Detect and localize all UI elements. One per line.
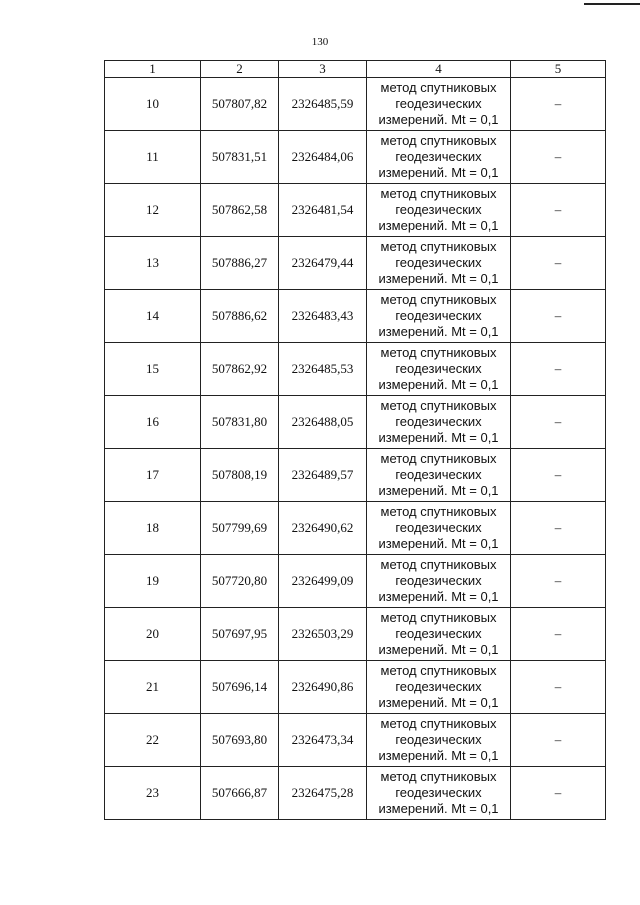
method-line-2: геодезических	[395, 520, 482, 535]
table-row	[105, 608, 606, 661]
method-description	[367, 714, 511, 767]
method-line-3: измерений. Mt = 0,1	[378, 218, 499, 233]
table-row	[105, 343, 606, 396]
method-description	[367, 131, 511, 184]
y-coordinate: 2326475,28	[279, 767, 367, 820]
method-description	[367, 396, 511, 449]
y-coordinate: 2326490,62	[279, 502, 367, 555]
method-line-1: метод спутниковых	[380, 133, 497, 148]
x-coordinate: 507799,69	[201, 502, 279, 555]
point-number: 15	[105, 343, 201, 396]
method-line-2: геодезических	[395, 732, 482, 747]
method-line-2: геодезических	[395, 573, 482, 588]
x-coordinate: 507831,51	[201, 131, 279, 184]
page-number: 130	[311, 36, 329, 48]
method-line-3: измерений. Mt = 0,1	[378, 536, 499, 551]
point-number: 10	[105, 78, 201, 131]
method-line-1: метод спутниковых	[380, 557, 497, 572]
table-row	[105, 502, 606, 555]
column-5-value: –	[511, 661, 606, 714]
column-5-value: –	[511, 449, 606, 502]
method-description	[367, 184, 511, 237]
header-col-4: 4	[367, 61, 511, 78]
point-number: 13	[105, 237, 201, 290]
method-description	[367, 608, 511, 661]
table-row	[105, 396, 606, 449]
x-coordinate: 507862,92	[201, 343, 279, 396]
method-line-2: геодезических	[395, 255, 482, 270]
y-coordinate: 2326499,09	[279, 555, 367, 608]
x-coordinate: 507862,58	[201, 184, 279, 237]
method-line-1: метод спутниковых	[380, 504, 497, 519]
header-col-1: 1	[105, 61, 201, 78]
table-row	[105, 714, 606, 767]
column-5-value: –	[511, 78, 606, 131]
method-line-3: измерений. Mt = 0,1	[378, 748, 499, 763]
method-line-2: геодезических	[395, 785, 482, 800]
top-rule	[584, 3, 640, 5]
table-row	[105, 237, 606, 290]
x-coordinate: 507808,19	[201, 449, 279, 502]
point-number: 21	[105, 661, 201, 714]
y-coordinate: 2326490,86	[279, 661, 367, 714]
method-line-2: геодезических	[395, 149, 482, 164]
method-line-2: геодезических	[395, 308, 482, 323]
x-coordinate: 507666,87	[201, 767, 279, 820]
x-coordinate: 507693,80	[201, 714, 279, 767]
column-5-value: –	[511, 502, 606, 555]
point-number: 12	[105, 184, 201, 237]
x-coordinate: 507831,80	[201, 396, 279, 449]
method-description	[367, 661, 511, 714]
column-5-value: –	[511, 608, 606, 661]
x-coordinate: 507720,80	[201, 555, 279, 608]
point-number: 18	[105, 502, 201, 555]
column-5-value: –	[511, 714, 606, 767]
point-number: 19	[105, 555, 201, 608]
method-description	[367, 343, 511, 396]
method-line-2: геодезических	[395, 96, 482, 111]
x-coordinate: 507886,62	[201, 290, 279, 343]
method-line-1: метод спутниковых	[380, 186, 497, 201]
method-line-3: измерений. Mt = 0,1	[378, 165, 499, 180]
method-line-1: метод спутниковых	[380, 663, 497, 678]
table-row	[105, 661, 606, 714]
method-line-2: геодезических	[395, 679, 482, 694]
method-line-2: геодезических	[395, 467, 482, 482]
method-line-3: измерений. Mt = 0,1	[378, 801, 499, 816]
method-description	[367, 555, 511, 608]
column-5-value: –	[511, 555, 606, 608]
method-line-1: метод спутниковых	[380, 239, 497, 254]
method-description	[367, 767, 511, 820]
y-coordinate: 2326484,06	[279, 131, 367, 184]
method-description	[367, 78, 511, 131]
method-description	[367, 502, 511, 555]
header-col-2: 2	[201, 61, 279, 78]
method-line-3: измерений. Mt = 0,1	[378, 642, 499, 657]
point-number: 14	[105, 290, 201, 343]
method-line-2: геодезических	[395, 361, 482, 376]
point-number: 17	[105, 449, 201, 502]
point-number: 23	[105, 767, 201, 820]
method-description	[367, 449, 511, 502]
column-5-value: –	[511, 290, 606, 343]
method-line-1: метод спутниковых	[380, 80, 497, 95]
header-col-5: 5	[511, 61, 606, 78]
method-line-3: измерений. Mt = 0,1	[378, 324, 499, 339]
column-5-value: –	[511, 237, 606, 290]
coordinates-table	[104, 60, 606, 820]
method-line-2: геодезических	[395, 202, 482, 217]
point-number: 22	[105, 714, 201, 767]
table-row	[105, 767, 606, 820]
y-coordinate: 2326483,43	[279, 290, 367, 343]
y-coordinate: 2326473,34	[279, 714, 367, 767]
y-coordinate: 2326503,29	[279, 608, 367, 661]
method-line-2: геодезических	[395, 414, 482, 429]
y-coordinate: 2326481,54	[279, 184, 367, 237]
y-coordinate: 2326488,05	[279, 396, 367, 449]
method-line-1: метод спутниковых	[380, 292, 497, 307]
method-line-2: геодезических	[395, 626, 482, 641]
column-5-value: –	[511, 184, 606, 237]
x-coordinate: 507807,82	[201, 78, 279, 131]
method-description	[367, 290, 511, 343]
x-coordinate: 507697,95	[201, 608, 279, 661]
x-coordinate: 507696,14	[201, 661, 279, 714]
point-number: 20	[105, 608, 201, 661]
method-line-1: метод спутниковых	[380, 398, 497, 413]
x-coordinate: 507886,27	[201, 237, 279, 290]
table-row	[105, 184, 606, 237]
table-header-row	[105, 61, 606, 78]
y-coordinate: 2326479,44	[279, 237, 367, 290]
table-row	[105, 290, 606, 343]
y-coordinate: 2326485,53	[279, 343, 367, 396]
column-5-value: –	[511, 396, 606, 449]
method-line-3: измерений. Mt = 0,1	[378, 271, 499, 286]
column-5-value: –	[511, 343, 606, 396]
method-line-1: метод спутниковых	[380, 769, 497, 784]
method-line-1: метод спутниковых	[380, 345, 497, 360]
method-line-3: измерений. Mt = 0,1	[378, 589, 499, 604]
method-line-3: измерений. Mt = 0,1	[378, 430, 499, 445]
method-line-3: измерений. Mt = 0,1	[378, 112, 499, 127]
table-row	[105, 131, 606, 184]
method-line-3: измерений. Mt = 0,1	[378, 483, 499, 498]
header-col-3: 3	[279, 61, 367, 78]
table-row	[105, 555, 606, 608]
method-line-3: измерений. Mt = 0,1	[378, 695, 499, 710]
y-coordinate: 2326485,59	[279, 78, 367, 131]
point-number: 16	[105, 396, 201, 449]
method-description	[367, 237, 511, 290]
table-row	[105, 78, 606, 131]
method-line-3: измерений. Mt = 0,1	[378, 377, 499, 392]
method-line-1: метод спутниковых	[380, 716, 497, 731]
y-coordinate: 2326489,57	[279, 449, 367, 502]
column-5-value: –	[511, 131, 606, 184]
column-5-value: –	[511, 767, 606, 820]
point-number: 11	[105, 131, 201, 184]
method-line-1: метод спутниковых	[380, 451, 497, 466]
method-line-1: метод спутниковых	[380, 610, 497, 625]
table-row	[105, 449, 606, 502]
